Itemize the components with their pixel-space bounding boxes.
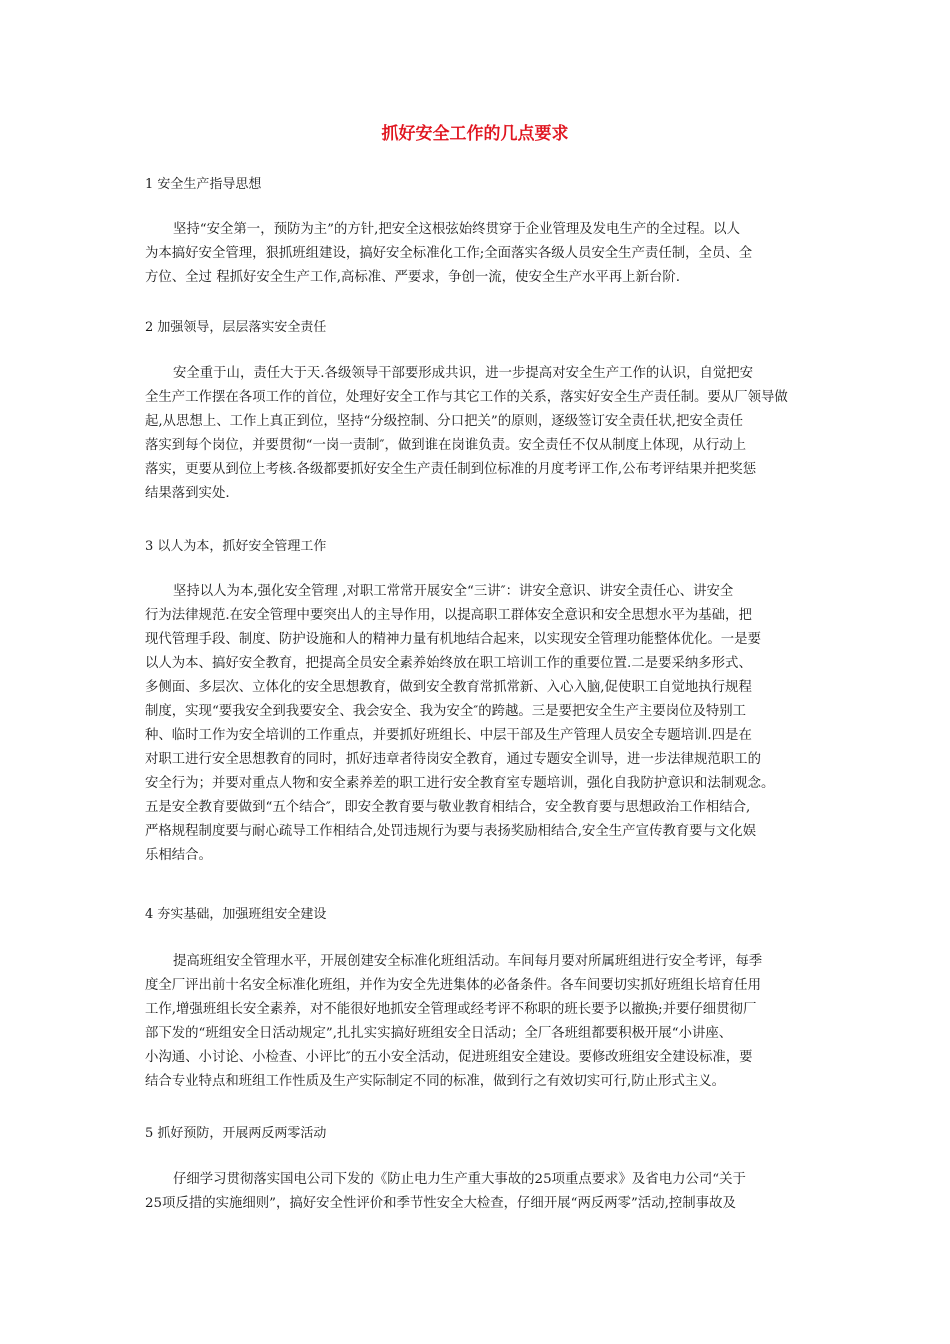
section-1-heading: 1 安全生产指导思想 — [145, 177, 262, 192]
paragraph-line: 种、临时工作为安全培训的工作重点，并要抓好班组长、中层干部及生产管理人员安全专题培训.四是在 — [145, 728, 752, 743]
paragraph-line: 全生产工作摆在各项工作的首位，处理好安全工作与其它工作的关系，落实好安全生产责任制。要从厂领导做 — [145, 390, 788, 405]
paragraph-line: 五是安全教育要做到“五个结合″，即安全教育要与敬业教育相结合，安全教育要与思想政治工作相结合, — [145, 800, 751, 815]
paragraph-line: 坚持以人为本,强化安全管理 ,对职工常常开展安全“三讲″：讲安全意识、讲安全责任心、讲安全 — [173, 584, 734, 599]
paragraph-line: 提高班组安全管理水平，开展创建安全标准化班组活动。车间每月要对所属班组进行安全考评，每季 — [173, 954, 763, 969]
paragraph-line: 制度，实现“要我安全到我要安全、我会安全、我为安全″的跨越。三是要把安全生产主要岗位及特别工 — [145, 704, 747, 719]
document-title: 抓好安全工作的几点要求 — [381, 124, 569, 144]
paragraph-line: 方位、全过 程抓好安全生产工作,高标准、严要求，争创一流，使安全生产水平再上新台阶. — [145, 270, 681, 285]
paragraph-line: 部下发的“班组安全日活动规定”,扎扎实实搞好班组安全日活动；全厂各班组都要积极开展“小讲座、 — [145, 1026, 733, 1041]
paragraph-line: 落实到每个岗位，并要贯彻“一岗一责制″，做到谁在岗谁负责。安全责任不仅从制度上体现，从行动上 — [145, 438, 747, 453]
paragraph-line: 坚持“安全第一，预防为主”的方针,把安全这根弦始终贯穿于企业管理及发电生产的全过程。以人 — [173, 222, 740, 237]
section-3-heading: 3 以人为本，抓好安全管理工作 — [145, 539, 327, 554]
paragraph-line: 现代管理手段、制度、防护设施和人的精神力量有机地结合起来，以实现安全管理功能整体优化。一是要 — [145, 632, 761, 647]
section-2-paragraph — [145, 362, 805, 506]
section-3-paragraph — [145, 580, 805, 868]
paragraph-line: 乐相结合。 — [145, 848, 212, 863]
section-1-paragraph — [145, 218, 805, 290]
paragraph-line: 以人为本、搞好安全教育，把提高全员安全素养始终放在职工培训工作的重要位置.二是要采纳多形式、 — [145, 656, 752, 671]
paragraph-line: 落实，更要从到位上考核.各级都要抓好安全生产责任制到位标准的月度考评工作,公布考评结果并把奖惩 — [145, 462, 757, 477]
paragraph-line: 行为法律规范.在安全管理中要突出人的主导作用，以提高职工群体安全意识和安全思想水平为基础，把 — [145, 608, 752, 623]
paragraph-line: 为本搞好安全管理，狠抓班组建设，搞好安全标准化工作;全面落实各级人员安全生产责任制，全员、全 — [145, 246, 753, 261]
section-2-heading: 2 加强领导，层层落实安全责任 — [145, 320, 327, 335]
section-5-heading: 5 抓好预防，开展两反两零活动 — [145, 1126, 327, 1141]
paragraph-line: 25项反措的实施细则”，搞好安全性评价和季节性安全大检查，仔细开展“两反两零”活动,控制事故及 — [145, 1196, 736, 1211]
paragraph-line: 安全重于山，责任大于天.各级领导干部要形成共识，进一步提高对安全生产工作的认识，自觉把安 — [173, 366, 754, 381]
paragraph-line: 严格规程制度要与耐心疏导工作相结合,处罚违规行为要与表扬奖励相结合,安全生产宣传教育要与文化娱 — [145, 824, 757, 839]
section-4-heading: 4 夯实基础，加强班组安全建设 — [145, 907, 327, 922]
paragraph-line: 结果落到实处. — [145, 486, 230, 501]
paragraph-line: 结合专业特点和班组工作性质及生产实际制定不同的标准，做到行之有效切实可行,防止形式主义。 — [145, 1074, 726, 1089]
paragraph-line: 安全行为；并要对重点人物和安全素养差的职工进行安全教育室专题培训，强化自我防护意识和法制观念。 — [145, 776, 775, 791]
paragraph-line: 工作,增强班组长安全素养，对不能很好地抓安全管理或经考评不称职的班长要予以撤换;并要仔细贯彻厂 — [145, 1002, 757, 1017]
section-4-paragraph — [145, 950, 805, 1094]
paragraph-line: 起,从思想上、工作上真正到位，坚持“分级控制、分口把关”的原则，逐级签订安全责任状,把安全责任 — [145, 414, 743, 429]
paragraph-line: 度全厂评出前十名安全标准化班组，并作为安全先进集体的必备条件。各车间要切实抓好班组长培育任用 — [145, 978, 761, 993]
paragraph-line: 对职工进行安全思想教育的同时，抓好违章者待岗安全教育，通过专题安全训导，进一步法律规范职工的 — [145, 752, 761, 767]
paragraph-line: 小沟通、小讨论、小检查、小评比″的五小安全活动，促进班组安全建设。要修改班组安全建设标准，要 — [145, 1050, 753, 1065]
section-5-paragraph — [145, 1168, 805, 1216]
paragraph-line: 仔细学习贯彻落实国电公司下发的《防止电力生产重大事故的25项重点要求》及省电力公司“关于 — [173, 1172, 746, 1187]
paragraph-line: 多侧面、多层次、立体化的安全思想教育，做到安全教育常抓常新、入心入脑,促使职工自觉地执行规程 — [145, 680, 752, 695]
